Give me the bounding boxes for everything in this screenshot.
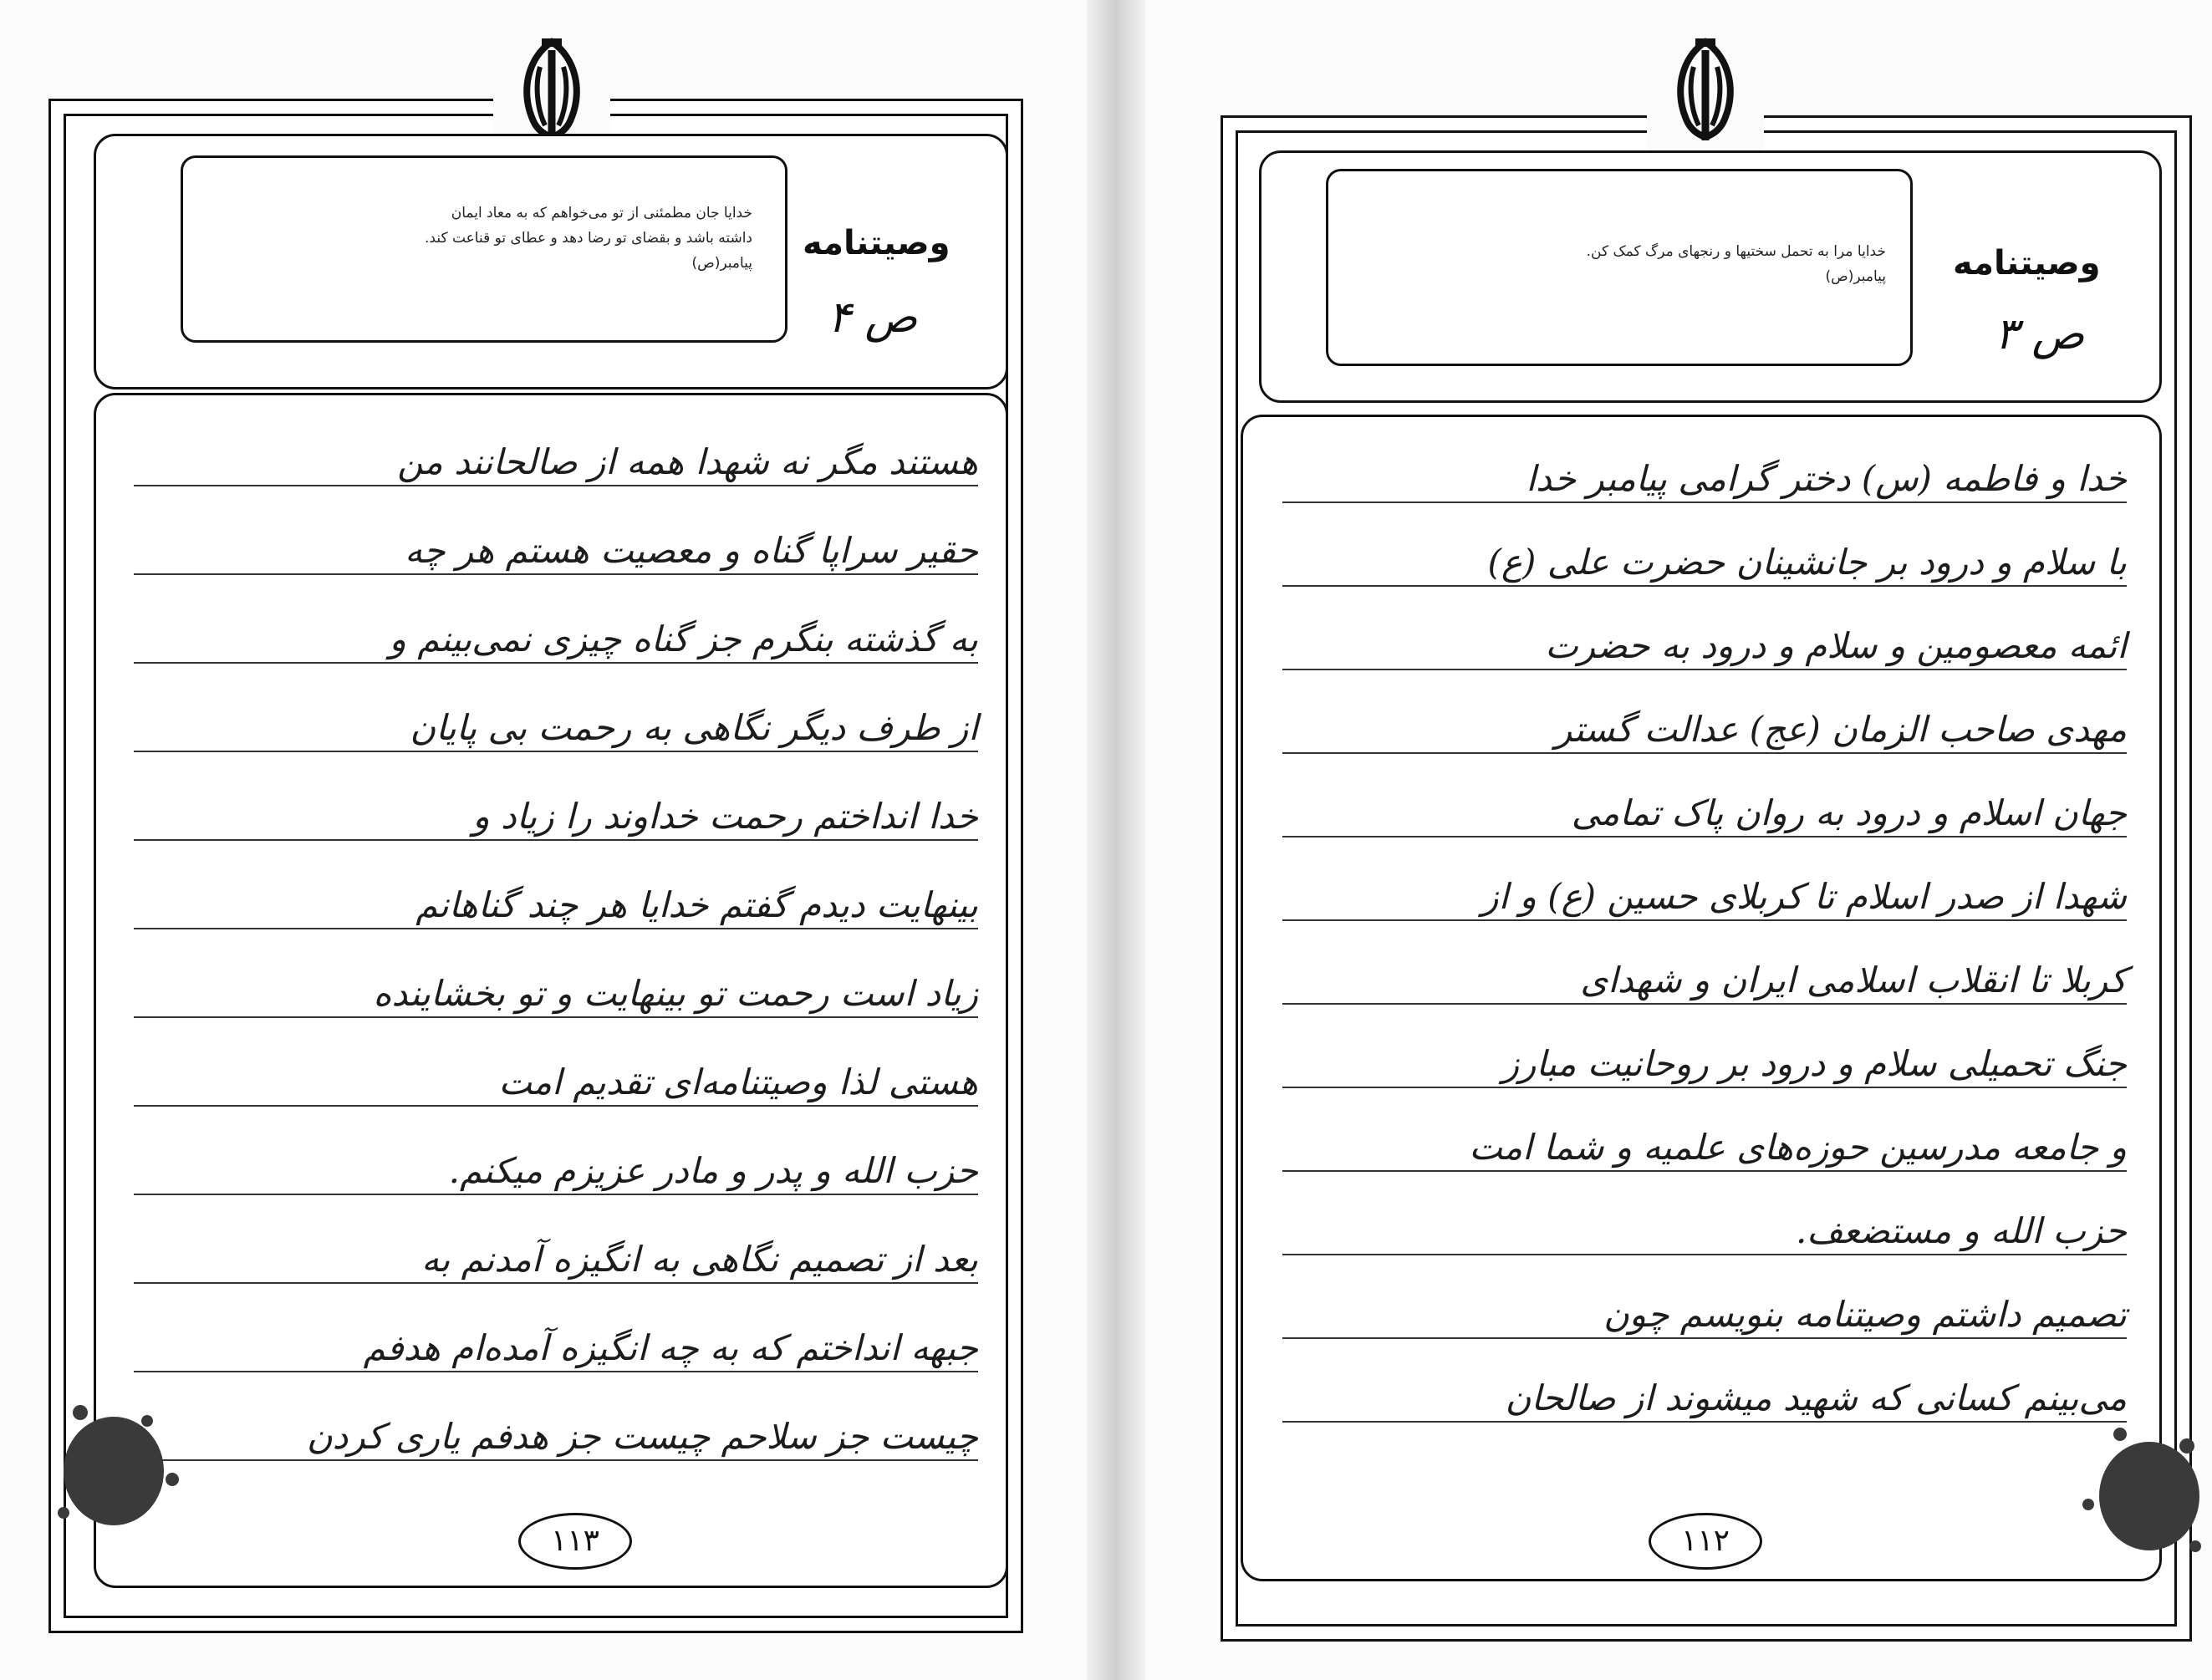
ink-blot-icon (2070, 1413, 2212, 1563)
handwritten-line: بعد از تصمیم نگاهی به انگیزه آمدنم به (421, 1239, 978, 1280)
handwritten-line: چیست جز سلاحم چیست جز هدفم یاری کردن (306, 1416, 978, 1457)
ruled-line (134, 1194, 978, 1195)
ruled-line (1282, 1254, 2127, 1255)
page-number: ۱۱۳ (518, 1513, 632, 1570)
ruled-line (134, 751, 978, 752)
handwritten-line: بینهایت دیدم گفتم خدایا هر چند گناهانم (415, 884, 978, 925)
ruled-line (134, 662, 978, 664)
ruled-line (1282, 1087, 2127, 1088)
ruled-line (134, 573, 978, 575)
handwritten-line: خدا و فاطمه (س) دختر گرامی پیامبر خدا (1526, 458, 2127, 499)
handwritten-line: مهدی صاحب الزمان (عج) عدالت گستر (1554, 709, 2127, 750)
page-number: ۱۱۲ (1649, 1513, 1762, 1570)
ruled-line (1282, 1003, 2127, 1005)
handwritten-line: حزب الله و مستضعف. (1795, 1210, 2127, 1251)
handwritten-line: زیاد است رحمت تو بینهایت و تو بخشاینده (373, 973, 978, 1014)
page-title: وصیتنامه (803, 224, 951, 262)
ruled-line (134, 1016, 978, 1018)
ruled-line (1282, 1170, 2127, 1172)
page-title: وصیتنامه (1953, 244, 2101, 283)
handwritten-line: کربلا تا انقلاب اسلامی ایران و شهدای (1580, 960, 2127, 1000)
page-ref: ص ۴ (828, 293, 918, 343)
ruled-line (1282, 1337, 2127, 1339)
left-page (0, 0, 1095, 1680)
ruled-line (1282, 1421, 2127, 1423)
ruled-line (134, 1459, 978, 1461)
handwritten-line: حقیر سراپا گناه و معصیت هستم هر چه (405, 530, 978, 571)
ruled-line (134, 839, 978, 841)
quote-text: خدایا جان مطمئنی از تو می‌خواهم که به معاد ایمان داشته باشد و بقضای تو رضا دهد و عطای تو قناعت کند. پیامبر(ص) (425, 205, 752, 272)
ruled-line (1282, 836, 2127, 837)
handwritten-line: هستی لذا وصیتنامه‌ای تقدیم امت (498, 1061, 978, 1102)
ruled-line (134, 928, 978, 929)
handwritten-line: جهان اسلام و درود به روان پاک تمامی (1571, 792, 2127, 833)
page-ref: ص ۳ (1995, 309, 2085, 359)
ruled-line (134, 485, 978, 486)
quote-text: خدایا مرا به تحمل سختیها و رنجهای مرگ کمک کن. پیامبر(ص) (1586, 243, 1886, 285)
handwritten-line: حزب الله و پدر و مادر عزیزم میکنم. (448, 1150, 978, 1191)
handwritten-line: جبهه انداختم که به چه انگیزه آمده‌ام هدفم (363, 1327, 978, 1368)
handwritten-line: و جامعه مدرسین حوزه‌های علمیه و شما امت (1469, 1127, 2127, 1168)
ruled-line (134, 1282, 978, 1284)
handwritten-line: تصمیم داشتم وصیتنامه بنویسم چون (1603, 1294, 2127, 1335)
handwritten-line: به گذشته بنگرم جز گناه چیزی نمی‌بینم و (389, 619, 978, 659)
handwritten-line: هستند مگر نه شهدا همه از صالحانند من (397, 441, 978, 482)
handwritten-line: می‌بینم کسانی که شهید میشوند از صالحان (1505, 1377, 2127, 1418)
ruled-line (1282, 752, 2127, 754)
handwritten-line: با سلام و درود بر جانشینان حضرت علی (ع) (1487, 542, 2127, 583)
handwritten-line: شهدا از صدر اسلام تا کربلای حسین (ع) و از (1481, 876, 2127, 917)
emblem-icon (1647, 33, 1764, 159)
ruled-line (1282, 585, 2127, 587)
ink-blot-icon (47, 1387, 189, 1538)
handwritten-line: ائمه معصومین و سلام و درود به حضرت (1545, 625, 2127, 666)
handwritten-line: جنگ تحمیلی سلام و درود بر روحانیت مبارز (1501, 1043, 2127, 1084)
ruled-line (1282, 501, 2127, 503)
handwritten-line: از طرف دیگر نگاهی به رحمت بی پایان (410, 707, 978, 748)
handwritten-line: خدا انداختم رحمت خداوند را زیاد و (472, 796, 978, 837)
ruled-line (1282, 669, 2127, 670)
ruled-line (134, 1371, 978, 1372)
right-page (1117, 0, 2212, 1680)
ruled-line (1282, 919, 2127, 921)
ruled-line (134, 1105, 978, 1107)
